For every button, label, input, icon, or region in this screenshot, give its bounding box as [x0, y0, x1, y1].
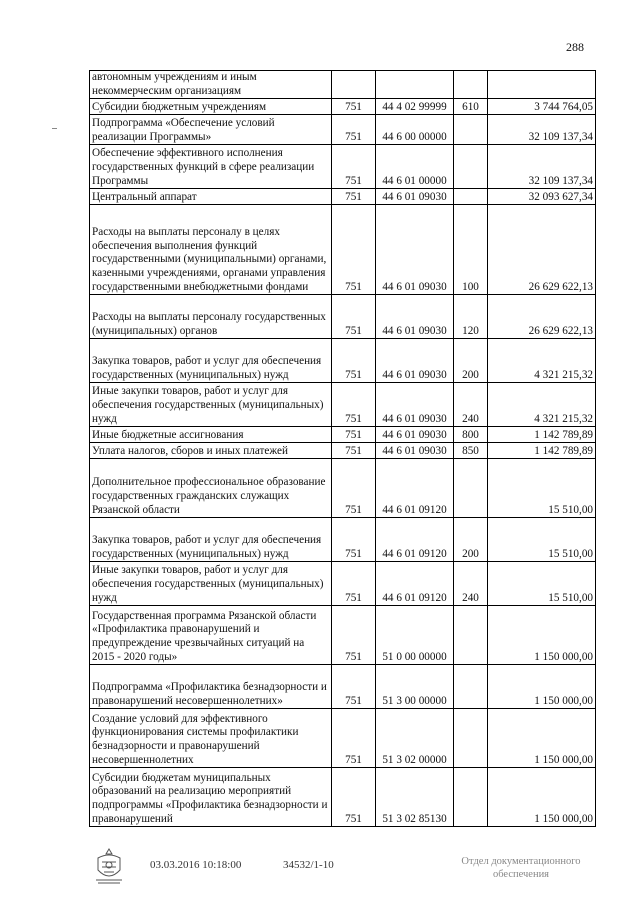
- table-row: [90, 768, 596, 827]
- row-name: Закупка товаров, работ и услуг для обеспечения государственных (муниципальных) нужд: [90, 339, 332, 383]
- budget-table-body: [90, 71, 596, 827]
- row-expense-type: 610: [454, 99, 488, 115]
- row-name: Создание условий для эффективного функционирования системы профилактики безнадзорности и правонарушений несовершеннолетних: [90, 709, 332, 768]
- row-ved-code: 751: [332, 443, 376, 459]
- row-target-article: 44 6 01 09120: [376, 459, 454, 518]
- row-target-article: 44 6 01 09030: [376, 295, 454, 339]
- row-ved-code: 751: [332, 606, 376, 665]
- row-name: Подпрограмма «Профилактика безнадзорности и правонарушений несовершеннолетних»: [90, 665, 332, 709]
- row-ved-code: 751: [332, 383, 376, 427]
- row-amount: 1 150 000,00: [488, 665, 596, 709]
- row-target-article: 44 6 01 09030: [376, 189, 454, 205]
- row-target-article: 44 6 01 00000: [376, 145, 454, 189]
- row-amount: [488, 71, 596, 99]
- row-expense-type: 200: [454, 518, 488, 562]
- row-target-article: 44 6 01 09120: [376, 518, 454, 562]
- row-ved-code: 751: [332, 205, 376, 295]
- page-number: 288: [566, 40, 584, 54]
- row-amount: 1 150 000,00: [488, 768, 596, 827]
- table-row: [90, 71, 596, 99]
- row-name: Обеспечение эффективного исполнения государственных функций в сфере реализации Программы: [90, 145, 332, 189]
- budget-table: [89, 70, 596, 827]
- row-amount: 3 744 764,05: [488, 99, 596, 115]
- row-target-article: 44 6 01 09030: [376, 339, 454, 383]
- row-target-article: 51 0 00 00000: [376, 606, 454, 665]
- row-ved-code: [332, 71, 376, 99]
- row-name: Закупка товаров, работ и услуг для обеспечения государственных (муниципальных) нужд: [90, 518, 332, 562]
- row-amount: 4 321 215,32: [488, 339, 596, 383]
- table-row: [90, 205, 596, 295]
- footer-department-stamp: Отдел документационного обеспечения: [461, 856, 581, 880]
- row-target-article: 51 3 02 85130: [376, 768, 454, 827]
- row-name: Расходы на выплаты персоналу государственных (муниципальных) органов: [90, 295, 332, 339]
- table-row: [90, 427, 596, 443]
- row-amount: 15 510,00: [488, 562, 596, 606]
- row-ved-code: 751: [332, 459, 376, 518]
- row-amount: 1 142 789,89: [488, 443, 596, 459]
- row-target-article: 51 3 00 00000: [376, 665, 454, 709]
- row-amount: 32 109 137,34: [488, 115, 596, 145]
- row-name: Расходы на выплаты персоналу в целях обеспечения выполнения функций государственными (муниципальными) органами, казенными учреждениями, органами управления государственными внебюджетными фондами: [90, 205, 332, 295]
- row-amount: 4 321 215,32: [488, 383, 596, 427]
- row-ved-code: 751: [332, 339, 376, 383]
- row-expense-type: [454, 189, 488, 205]
- row-expense-type: [454, 606, 488, 665]
- row-expense-type: [454, 145, 488, 189]
- row-target-article: 44 6 01 09030: [376, 383, 454, 427]
- table-row: [90, 709, 596, 768]
- row-name: Государственная программа Рязанской области «Профилактика правонарушений и предупреждение чрезвычайных ситуаций на 2015 - 2020 годы»: [90, 606, 332, 665]
- row-target-article: 44 4 02 99999: [376, 99, 454, 115]
- row-target-article: 44 6 01 09030: [376, 205, 454, 295]
- row-name: Уплата налогов, сборов и иных платежей: [90, 443, 332, 459]
- row-amount: 15 510,00: [488, 459, 596, 518]
- row-expense-type: 100: [454, 205, 488, 295]
- row-ved-code: 751: [332, 518, 376, 562]
- row-name: Субсидии бюджетам муниципальных образований на реализацию мероприятий подпрограммы «Профилактика безнадзорности и правонарушений: [90, 768, 332, 827]
- row-expense-type: 240: [454, 562, 488, 606]
- footer-date: 03.03.2016 10:18:00: [150, 859, 242, 871]
- row-target-article: 51 3 02 00000: [376, 709, 454, 768]
- row-ved-code: 751: [332, 768, 376, 827]
- row-expense-type: 240: [454, 383, 488, 427]
- row-target-article: 44 6 01 09030: [376, 443, 454, 459]
- row-name: Дополнительное профессиональное образование государственных гражданских служащих Рязанской области: [90, 459, 332, 518]
- row-amount: 26 629 622,13: [488, 295, 596, 339]
- table-row: [90, 295, 596, 339]
- row-expense-type: 850: [454, 443, 488, 459]
- row-name: Иные бюджетные ассигнования: [90, 427, 332, 443]
- row-amount: 1 150 000,00: [488, 606, 596, 665]
- row-name: Субсидии бюджетным учреждениям: [90, 99, 332, 115]
- table-row: [90, 443, 596, 459]
- row-amount: 32 093 627,34: [488, 189, 596, 205]
- row-expense-type: [454, 709, 488, 768]
- row-expense-type: 200: [454, 339, 488, 383]
- row-expense-type: [454, 665, 488, 709]
- row-ved-code: 751: [332, 665, 376, 709]
- row-name: Центральный аппарат: [90, 189, 332, 205]
- table-row: [90, 339, 596, 383]
- row-ved-code: 751: [332, 295, 376, 339]
- table-row: [90, 518, 596, 562]
- row-expense-type: 120: [454, 295, 488, 339]
- row-ved-code: 751: [332, 709, 376, 768]
- row-expense-type: [454, 459, 488, 518]
- row-ved-code: 751: [332, 115, 376, 145]
- table-row: [90, 383, 596, 427]
- row-ved-code: 751: [332, 99, 376, 115]
- row-ved-code: 751: [332, 562, 376, 606]
- table-row: [90, 99, 596, 115]
- row-name: автономным учреждениям и иным некоммерческим организациям: [90, 71, 332, 99]
- table-row: [90, 189, 596, 205]
- row-expense-type: 800: [454, 427, 488, 443]
- table-row: [90, 115, 596, 145]
- row-target-article: 44 6 00 00000: [376, 115, 454, 145]
- row-ved-code: 751: [332, 427, 376, 443]
- row-expense-type: [454, 115, 488, 145]
- row-target-article: 44 6 01 09030: [376, 427, 454, 443]
- table-row: [90, 665, 596, 709]
- edge-mark: [52, 128, 57, 129]
- table-row: [90, 145, 596, 189]
- row-name: Иные закупки товаров, работ и услуг для обеспечения государственных (муниципальных) нужд: [90, 383, 332, 427]
- row-target-article: [376, 71, 454, 99]
- row-amount: 1 142 789,89: [488, 427, 596, 443]
- table-row: [90, 562, 596, 606]
- table-row: [90, 459, 596, 518]
- row-expense-type: [454, 71, 488, 99]
- row-amount: 1 150 000,00: [488, 709, 596, 768]
- row-amount: 26 629 622,13: [488, 205, 596, 295]
- row-expense-type: [454, 768, 488, 827]
- row-amount: 15 510,00: [488, 518, 596, 562]
- row-name: Иные закупки товаров, работ и услуг для обеспечения государственных (муниципальных) нужд: [90, 562, 332, 606]
- row-target-article: 44 6 01 09120: [376, 562, 454, 606]
- row-ved-code: 751: [332, 189, 376, 205]
- row-ved-code: 751: [332, 145, 376, 189]
- footer-document-number: 34532/1-10: [283, 859, 334, 871]
- row-name: Подпрограмма «Обеспечение условий реализации Программы»: [90, 115, 332, 145]
- table-row: [90, 606, 596, 665]
- row-amount: 32 109 137,34: [488, 145, 596, 189]
- coat-of-arms-icon: [92, 846, 126, 886]
